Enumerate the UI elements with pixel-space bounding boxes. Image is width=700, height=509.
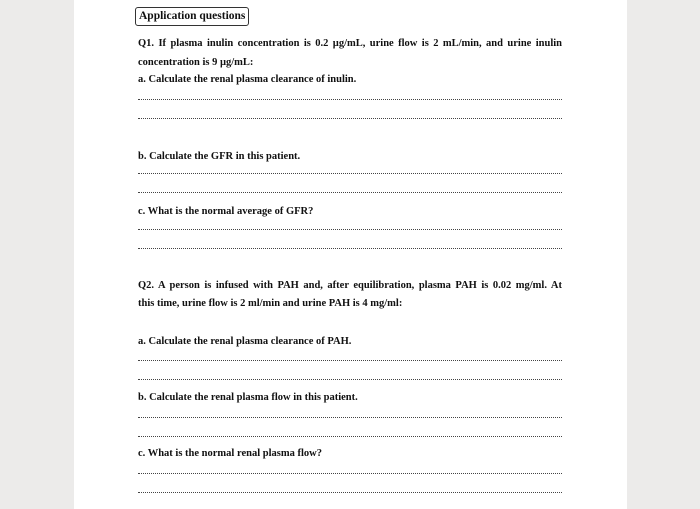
q2a-answer-line-2[interactable] xyxy=(138,379,562,380)
q2b-question: b. Calculate the renal plasma flow in this patient. xyxy=(138,392,358,403)
worksheet-page xyxy=(74,0,627,509)
q1b-answer-line-2[interactable] xyxy=(138,192,562,193)
q1c-question: c. What is the normal average of GFR? xyxy=(138,206,314,217)
q1c-answer-line-2[interactable] xyxy=(138,248,562,249)
q2-stem-line1: Q2. A person is infused with PAH and, after equilibration, plasma PAH is 0.02 mg/ml. At xyxy=(138,280,562,291)
q2b-answer-line-2[interactable] xyxy=(138,436,562,437)
q2-stem-line2: this time, urine flow is 2 ml/min and urine PAH is 4 mg/ml: xyxy=(138,298,403,309)
q1c-answer-line-1[interactable] xyxy=(138,229,562,230)
q1-stem-line1: Q1. If plasma inulin concentration is 0.2 µg/mL, urine flow is 2 mL/min, and urine inulin xyxy=(138,38,562,49)
q1a-answer-line-1[interactable] xyxy=(138,99,562,100)
q2c-answer-line-2[interactable] xyxy=(138,492,562,493)
q2a-question: a. Calculate the renal plasma clearance of PAH. xyxy=(138,336,352,347)
q2b-answer-line-1[interactable] xyxy=(138,417,562,418)
q1-stem-line2: concentration is 9 µg/mL: xyxy=(138,57,254,68)
q1a-answer-line-2[interactable] xyxy=(138,118,562,119)
q1b-answer-line-1[interactable] xyxy=(138,173,562,174)
q2c-question: c. What is the normal renal plasma flow? xyxy=(138,448,322,459)
q1a-question: a. Calculate the renal plasma clearance of inulin. xyxy=(138,74,357,85)
section-title: Application questions xyxy=(135,7,249,26)
q2c-answer-line-1[interactable] xyxy=(138,473,562,474)
q1b-question: b. Calculate the GFR in this patient. xyxy=(138,151,301,162)
q2a-answer-line-1[interactable] xyxy=(138,360,562,361)
